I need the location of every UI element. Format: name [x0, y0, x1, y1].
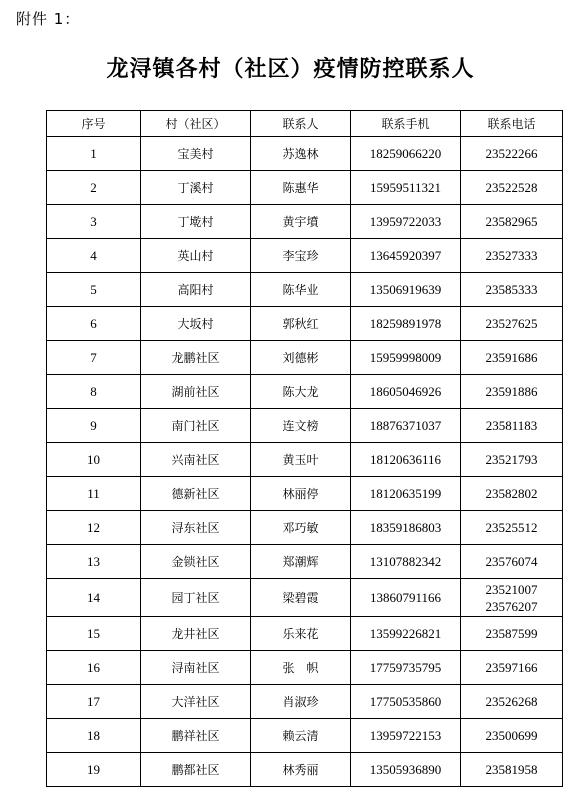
landline-number-cell — [461, 239, 563, 273]
contact-name-cell: 李宝珍 — [251, 239, 351, 273]
row-index-cell: 3 — [47, 205, 141, 239]
row-index-cell: 7 — [47, 341, 141, 375]
landline-number-cell — [461, 477, 563, 511]
contact-name-cell: 苏逸林 — [251, 137, 351, 171]
table-row — [47, 651, 563, 685]
row-index-cell: 6 — [47, 307, 141, 341]
table-row — [47, 341, 563, 375]
row-index-cell: 17 — [47, 685, 141, 719]
landline-number-cell — [461, 753, 563, 787]
landline-number-cell — [461, 685, 563, 719]
contact-name-cell: 连文榜 — [251, 409, 351, 443]
landline-number-cell — [461, 205, 563, 239]
village-name-cell: 浔南社区 — [141, 651, 251, 685]
mobile-number-cell: 18120635199 — [351, 477, 461, 511]
village-name-cell: 高阳村 — [141, 273, 251, 307]
mobile-number-cell: 13107882342 — [351, 545, 461, 579]
landline-number-cell — [461, 307, 563, 341]
mobile-number-cell: 18359186803 — [351, 511, 461, 545]
village-name-cell: 鹏都社区 — [141, 753, 251, 787]
village-name-cell: 丁墘村 — [141, 205, 251, 239]
table-row — [47, 753, 563, 787]
row-index-cell: 13 — [47, 545, 141, 579]
contact-name-cell: 梁碧霞 — [251, 579, 351, 617]
village-name-cell: 兴南社区 — [141, 443, 251, 477]
table-row — [47, 719, 563, 753]
row-index-cell: 19 — [47, 753, 141, 787]
table-row — [47, 137, 563, 171]
village-name-cell: 南门社区 — [141, 409, 251, 443]
landline-number: 23581183 — [485, 418, 538, 433]
contact-name-cell: 赖云清 — [251, 719, 351, 753]
landline-number-cell — [461, 617, 563, 651]
mobile-number-cell: 17750535860 — [351, 685, 461, 719]
mobile-number-cell: 13959722033 — [351, 205, 461, 239]
village-name-cell: 大坂村 — [141, 307, 251, 341]
village-name-cell: 德新社区 — [141, 477, 251, 511]
landline-number: 23587599 — [485, 626, 538, 641]
contact-name-cell: 陈大龙 — [251, 375, 351, 409]
contact-name-cell: 郭秋红 — [251, 307, 351, 341]
landline-number: 23581958 — [485, 762, 538, 777]
mobile-number-cell: 18120636116 — [351, 443, 461, 477]
contact-name-cell: 黄宇墳 — [251, 205, 351, 239]
row-index-cell: 4 — [47, 239, 141, 273]
landline-number-cell — [461, 719, 563, 753]
contact-name-cell: 张 帜 — [251, 651, 351, 685]
table-row — [47, 579, 563, 617]
landline-number: 23582965 — [485, 214, 538, 229]
mobile-number-cell: 18259891978 — [351, 307, 461, 341]
mobile-number-cell: 13506919639 — [351, 273, 461, 307]
landline-number: 23525512 — [485, 520, 538, 535]
village-name-cell: 龙鹏社区 — [141, 341, 251, 375]
column-header-index: 序号 — [47, 111, 141, 137]
landline-number-cell — [461, 341, 563, 375]
landline-number: 23527333 — [485, 248, 538, 263]
table-row — [47, 617, 563, 651]
row-index-cell: 12 — [47, 511, 141, 545]
mobile-number-cell: 18259066220 — [351, 137, 461, 171]
landline-number-cell — [461, 443, 563, 477]
contact-name-cell: 肖淑珍 — [251, 685, 351, 719]
village-name-cell: 龙井社区 — [141, 617, 251, 651]
row-index-cell: 2 — [47, 171, 141, 205]
row-index-cell: 18 — [47, 719, 141, 753]
landline-number: 23527625 — [485, 316, 538, 331]
landline-number-cell — [461, 651, 563, 685]
village-name-cell: 金锁社区 — [141, 545, 251, 579]
table-header-row — [47, 111, 563, 137]
mobile-number-cell: 13599226821 — [351, 617, 461, 651]
table-row — [47, 307, 563, 341]
landline-number-cell — [461, 375, 563, 409]
column-header-contact: 联系人 — [251, 111, 351, 137]
village-name-cell: 大洋社区 — [141, 685, 251, 719]
landline-number: 23576207 — [485, 598, 538, 614]
document-title: 龙浔镇各村（社区）疫情防控联系人 — [106, 57, 475, 82]
landline-number: 23500699 — [485, 728, 538, 743]
contact-name-cell: 陈华业 — [251, 273, 351, 307]
contact-name-cell: 邓巧敏 — [251, 511, 351, 545]
row-index-cell: 14 — [47, 579, 141, 617]
landline-number-cell — [461, 511, 563, 545]
landline-number: 23585333 — [485, 282, 538, 297]
village-name-cell: 园丁社区 — [141, 579, 251, 617]
village-name-cell: 宝美村 — [141, 137, 251, 171]
row-index-cell: 1 — [47, 137, 141, 171]
mobile-number-cell: 13645920397 — [351, 239, 461, 273]
table-row — [47, 273, 563, 307]
village-name-cell: 浔东社区 — [141, 511, 251, 545]
landline-number: 23597166 — [485, 660, 538, 675]
table-row — [47, 443, 563, 477]
contact-name-cell: 刘德彬 — [251, 341, 351, 375]
landline-number: 23591886 — [485, 384, 538, 399]
landline-number: 23522266 — [485, 146, 538, 161]
table-row — [47, 511, 563, 545]
contact-name-cell: 郑潮辉 — [251, 545, 351, 579]
landline-number-cell — [461, 409, 563, 443]
landline-number-cell — [461, 171, 563, 205]
mobile-number-cell: 15959511321 — [351, 171, 461, 205]
landline-number: 23521007 — [485, 581, 538, 597]
landline-number: 23591686 — [485, 350, 538, 365]
row-index-cell: 11 — [47, 477, 141, 511]
mobile-number-cell: 15959998009 — [351, 341, 461, 375]
contact-name-cell: 黄玉叶 — [251, 443, 351, 477]
mobile-number-cell: 18605046926 — [351, 375, 461, 409]
row-index-cell: 8 — [47, 375, 141, 409]
table-row — [47, 477, 563, 511]
landline-number-cell — [461, 273, 563, 307]
contact-name-cell: 陈惠华 — [251, 171, 351, 205]
village-name-cell: 鹏祥社区 — [141, 719, 251, 753]
village-name-cell: 英山村 — [141, 239, 251, 273]
table-body — [47, 137, 563, 787]
table-row — [47, 409, 563, 443]
table-row — [47, 375, 563, 409]
column-header-mobile: 联系手机 — [351, 111, 461, 137]
table-row — [47, 239, 563, 273]
table-row — [47, 685, 563, 719]
contact-name-cell: 林秀丽 — [251, 753, 351, 787]
village-name-cell: 丁溪村 — [141, 171, 251, 205]
contacts-table — [46, 110, 563, 787]
column-header-phone: 联系电话 — [461, 111, 563, 137]
landline-number: 23576074 — [485, 554, 538, 569]
landline-number: 23522528 — [485, 180, 538, 195]
table-row — [47, 171, 563, 205]
contact-name-cell: 乐来花 — [251, 617, 351, 651]
row-index-cell: 9 — [47, 409, 141, 443]
landline-number-cell — [461, 545, 563, 579]
attachment-label: 附件 1： — [16, 10, 81, 28]
mobile-number-cell: 13959722153 — [351, 719, 461, 753]
landline-number: 23582802 — [485, 486, 538, 501]
table-row — [47, 205, 563, 239]
row-index-cell: 16 — [47, 651, 141, 685]
landline-number: 23521793 — [485, 452, 538, 467]
village-name-cell: 湖前社区 — [141, 375, 251, 409]
landline-number-cell — [461, 137, 563, 171]
row-index-cell: 15 — [47, 617, 141, 651]
mobile-number-cell: 13505936890 — [351, 753, 461, 787]
row-index-cell: 10 — [47, 443, 141, 477]
column-header-village: 村（社区） — [141, 111, 251, 137]
landline-number-cell — [461, 579, 563, 617]
table-row — [47, 545, 563, 579]
mobile-number-cell: 13860791166 — [351, 579, 461, 617]
contact-name-cell: 林丽停 — [251, 477, 351, 511]
mobile-number-cell: 18876371037 — [351, 409, 461, 443]
landline-number: 23526268 — [485, 694, 538, 709]
row-index-cell: 5 — [47, 273, 141, 307]
mobile-number-cell: 17759735795 — [351, 651, 461, 685]
